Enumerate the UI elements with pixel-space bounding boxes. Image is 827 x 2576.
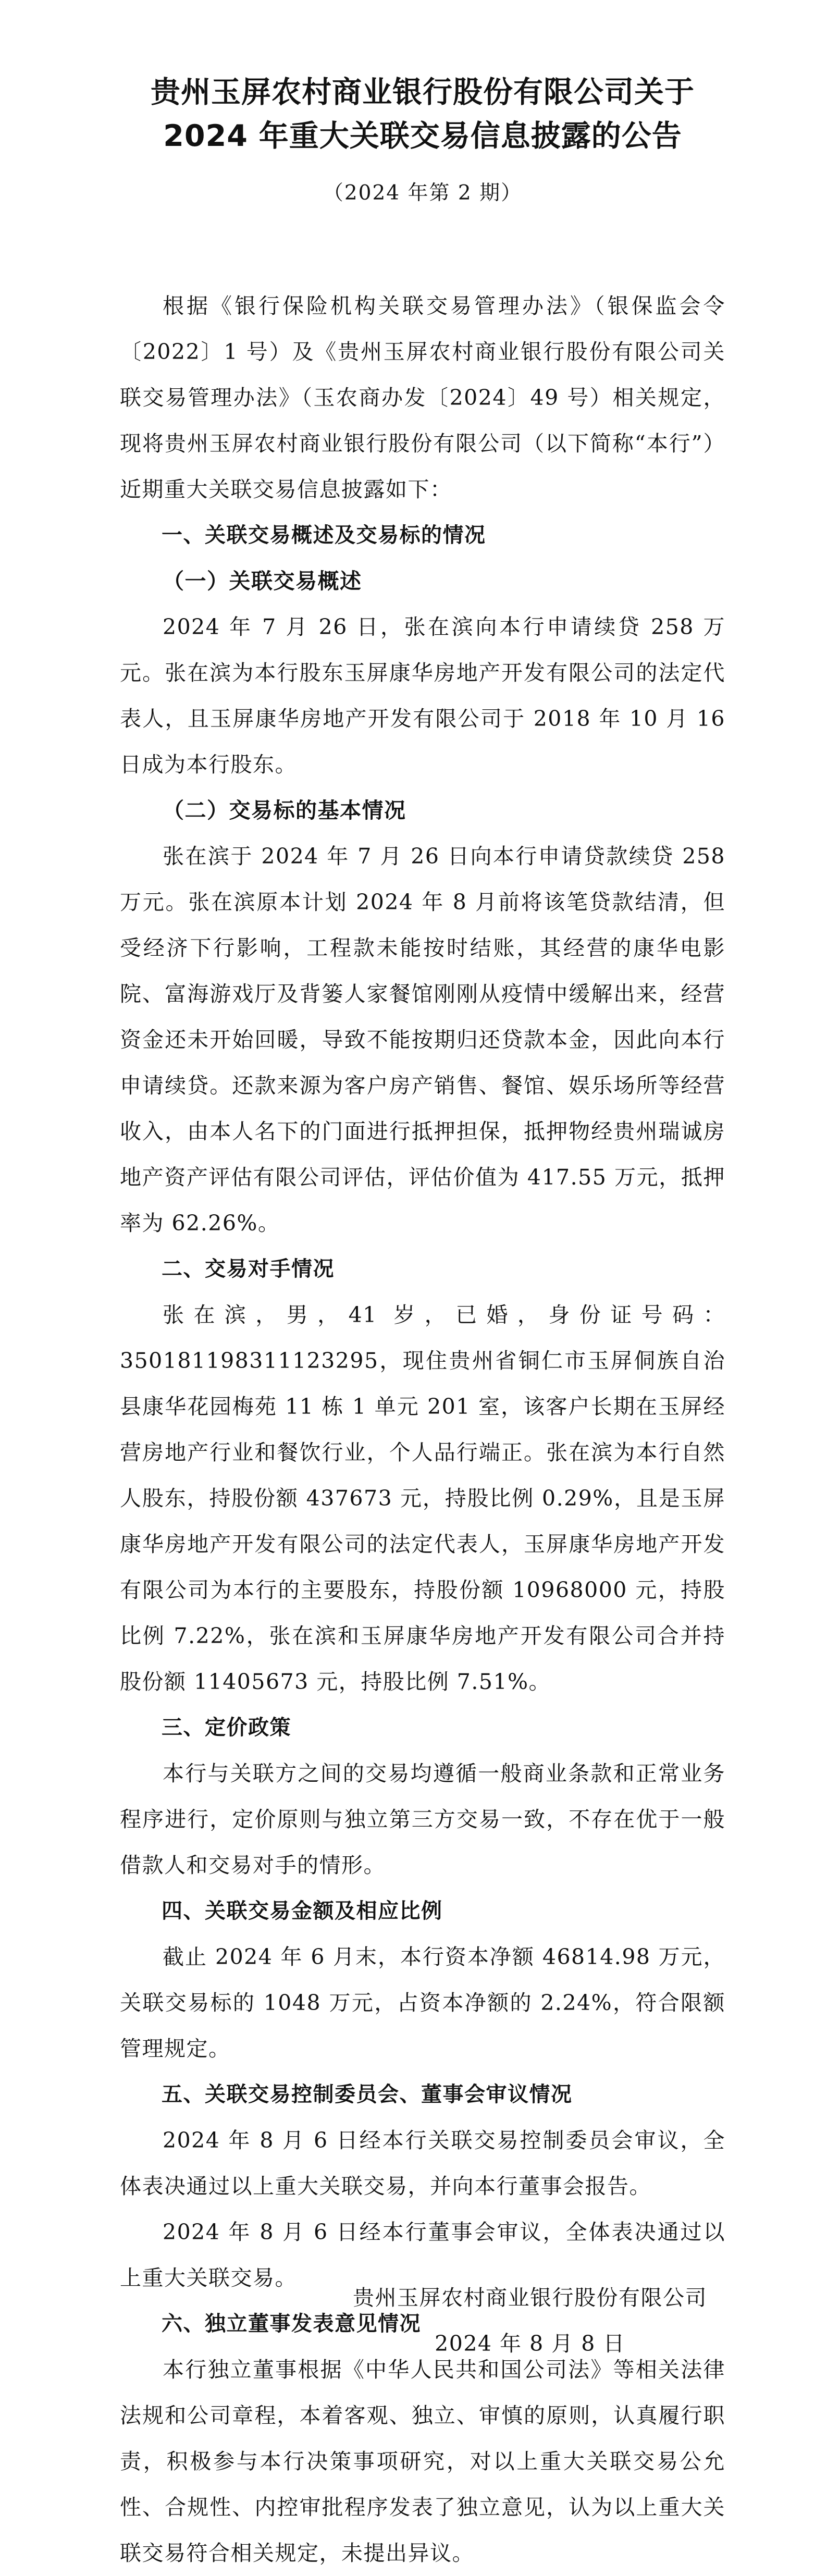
intro-paragraph: 根据《银行保险机构关联交易管理办法》（银保监会令〔2022〕1 号）及《贵州玉屏农村商业银行股份有限公司关联交易管理办法》（玉农商办发〔2024〕49 号）相关规定，现将贵州玉屏农村商业银行股份有限公司（以下简称“本行”）近期重大关联交易信息披露如下： <box>120 293 725 502</box>
section-6-heading: 六、独立董事发表意见情况 <box>162 2312 421 2336</box>
section-3-paragraph-1: 本行与关联方之间的交易均遵循一般商业条款和正常业务程序进行，定价原则与独立第三方交易一致，不存在优于一般借款人和交易对手的情形。 <box>120 1761 725 1878</box>
section-5-heading: 五、关联交易控制委员会、董事会审议情况 <box>162 2082 573 2106</box>
section-1-heading: 一、关联交易概述及交易标的情况 <box>162 523 486 547</box>
section-1-paragraph-1: 2024 年 7 月 26 日，张在滨向本行申请续贷 258 万元。张在滨为本行股东玉屏康华房地产开发有限公司的法定代表人，且玉屏康华房地产开发有限公司于 2018 年 10 月 16 日成为本行股东。 <box>120 614 725 777</box>
section-4-heading: 四、关联交易金额及相应比例 <box>162 1899 443 1923</box>
section-5-paragraph-1: 2024 年 8 月 6 日经本行关联交易控制委员会审议，全体表决通过以上重大关联交易，并向本行董事会报告。 <box>120 2128 725 2199</box>
signature-block <box>353 2275 707 2367</box>
title-line-1: 贵州玉屏农村商业银行股份有限公司关于 <box>151 75 695 109</box>
section-6-paragraph-1: 本行独立董事根据《中华人民共和国公司法》等相关法律法规和公司章程，本着客观、独立、审慎的原则，认真履行职责，积极参与本行决策事项研究，对以上重大关联交易公允性、合规性、内控审批程序发表了独立意见，认为以上重大关联交易符合相关规定，未提出异议。 <box>120 2357 725 2566</box>
section-1-subheading-2: （二）交易标的基本情况 <box>163 798 406 823</box>
signature-date: 2024 年 8 月 8 日 <box>435 2331 625 2356</box>
document-title <box>120 70 725 158</box>
section-2-heading: 二、交易对手情况 <box>162 1257 335 1281</box>
signature-organization: 贵州玉屏农村商业银行股份有限公司 <box>353 2285 707 2310</box>
section-3-heading: 三、定价政策 <box>162 1716 291 1740</box>
section-2-paragraph-1: 张在滨，男，41 岁，已婚，身份证号码：350181198311123295，现住贵州省铜仁市玉屏侗族自治县康华花园梅苑 11 栋 1 单元 201 室，该客户长期在玉屏经营房地产行业和餐饮行业，个人品行端正。张在滨为本行自然人股东，持股份额 437673 元，持股比例 0.29%，且是玉屏康华房地产开发有限公司的法定代表人，玉屏康华房地产开发有限公司为本行的主要股东，持股份额 10968000 元，持股比例 7.22%，张在滨和玉屏康华房地产开发有限公司合并持股份额 11405673 元，持股比例 7.51%。 <box>120 1302 725 1694</box>
section-1-subheading-1: （一）关联交易概述 <box>163 569 362 594</box>
issue-number: （2024 年第 2 期） <box>323 181 523 205</box>
section-4-paragraph-1: 截止 2024 年 6 月末，本行资本净额 46814.98 万元，关联交易标的 1048 万元，占资本净额的 2.24%，符合限额管理规定。 <box>120 1944 725 2061</box>
section-5-paragraph-2: 2024 年 8 月 6 日经本行董事会审议，全体表决通过以上重大关联交易。 <box>120 2220 725 2290</box>
title-line-2: 2024 年重大关联交易信息披露的公告 <box>163 119 682 153</box>
section-1-paragraph-2: 张在滨于 2024 年 7 月 26 日向本行申请贷款续贷 258 万元。张在滨原本计划 2024 年 8 月前将该笔贷款结清，但受经济下行影响，工程款未能按时结账，其经营的康华电影院、富海游戏厅及背篓人家餐馆刚刚从疫情中缓解出来，经营资金还未开始回暖，导致不能按期归还贷款本金，因此向本行申请续贷。还款来源为客户房产销售、餐馆、娱乐场所等经营收入，由本人名下的门面进行抵押担保，抵押物经贵州瑞诚房地产资产评估有限公司评估，评估价值为 417.55 万元，抵押率为 62.26%。 <box>120 844 725 1236</box>
